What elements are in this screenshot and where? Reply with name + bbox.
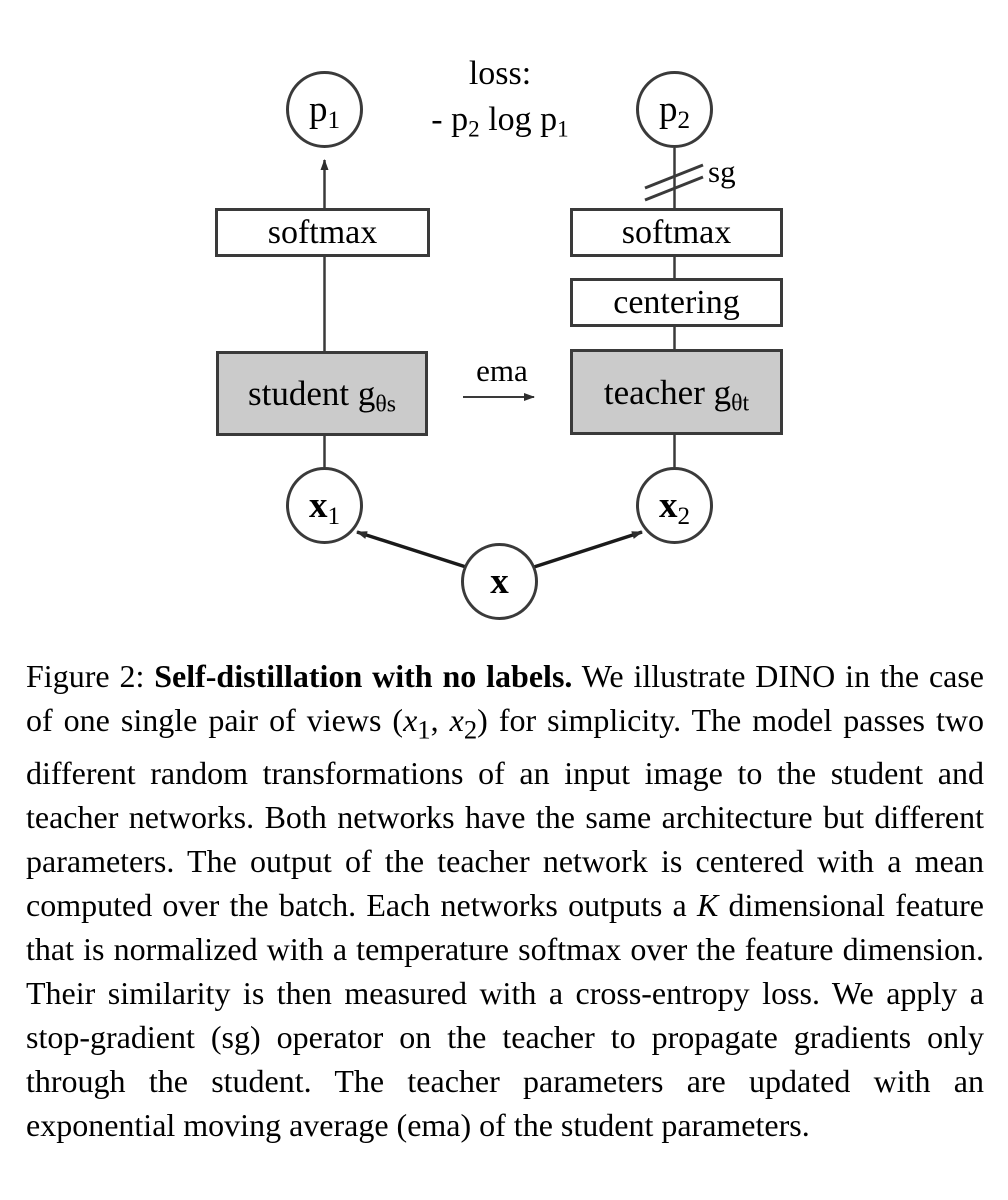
box-teacher-label: teacher $g_{\theta t}$	[603, 372, 750, 417]
box-student-label: student $g_{\theta s}$	[247, 374, 397, 418]
node-x2	[636, 467, 713, 544]
node-x2-label: $x_2$	[658, 485, 691, 531]
loss-annotation	[370, 55, 630, 143]
node-x	[461, 543, 538, 620]
ema-label: ema	[476, 353, 528, 388]
box-softmax-student-label: softmax	[267, 213, 378, 251]
figure-caption: Figure 2: Self-distillation with no labels. We illustrate DINO in the case of one single pair of views ($x_1$, $x_2$) for simplicity. The model passes two different random transformations of an input image to the student and teacher networks. Both networks have the same architecture but different parameters. The output of the teacher network is centered with a mean computed over the batch. Each networks outputs a K dimensional feature that is normalized with a temperature softmax over the feature dimension. Their similarity is then measured with a cross-entropy loss. We apply a stop-gradient (sg) operator on the teacher to propagate gradients only through the student. The teacher parameters are updated with an exponential moving average (ema) of the student parameters.	[26, 658, 985, 1144]
node-p1-label: $p_1$	[308, 89, 341, 135]
node-p2	[636, 71, 713, 148]
box-centering	[570, 278, 783, 327]
node-x-label: x	[490, 561, 509, 602]
box-student-network	[216, 351, 428, 436]
node-x1-label: $x_1$	[308, 485, 341, 531]
node-p2-label: $p_2$	[658, 89, 691, 135]
loss-formula-p2: - p	[431, 101, 469, 139]
box-teacher-network	[570, 349, 783, 435]
box-softmax-student	[215, 208, 430, 257]
x-to-x2-arrow	[534, 532, 642, 567]
x-to-x1-arrow	[357, 532, 466, 567]
node-p1	[286, 71, 363, 148]
box-softmax-teacher-label: softmax	[621, 213, 732, 251]
stop-gradient-label: sg	[708, 154, 736, 189]
loss-formula-logp1: log p	[479, 101, 558, 139]
loss-title: loss:	[468, 55, 532, 92]
loss-formula: - $p_2$ $\log p_1$	[431, 101, 569, 143]
box-softmax-teacher	[570, 208, 783, 257]
box-centering-label: centering	[613, 283, 740, 321]
node-x1	[286, 467, 363, 544]
